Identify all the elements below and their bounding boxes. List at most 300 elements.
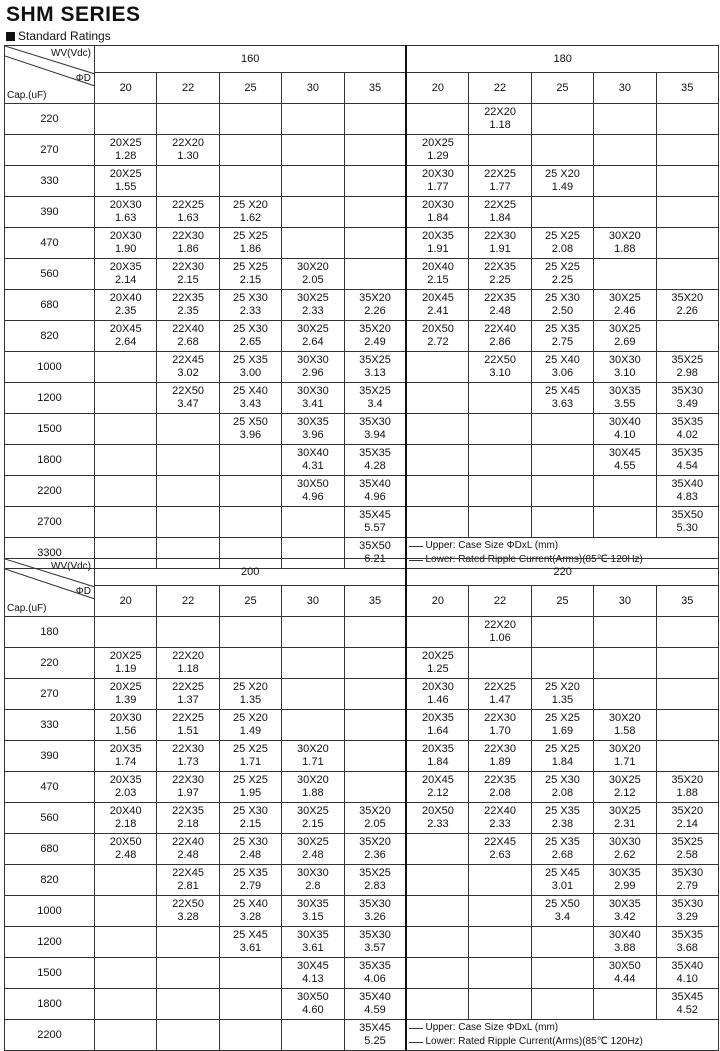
case-size: 20X45 [109,323,142,335]
case-size: 22X50 [172,385,204,397]
empty-cell [95,617,157,648]
rating-cell [157,135,219,166]
empty-cell [656,321,718,352]
rating-cell [344,958,406,989]
rating-cell [157,679,219,710]
rating-cell [282,383,344,414]
capacitance-cell: 470 [5,228,95,259]
legend-lower: Lower: Rated Ripple Current(Arms)(85℃ 120Hz) [407,1035,717,1049]
case-size: 20X50 [422,805,454,817]
capacitance-label: Cap.(uF) [7,90,47,101]
ripple-current: 2.96 [302,367,324,379]
diameter-header-row [5,586,719,617]
rating-cell [469,290,531,321]
case-size: 30X30 [296,354,329,366]
rating-cell [656,958,718,989]
rating-cell [531,383,593,414]
empty-cell [282,166,344,197]
empty-cell [406,958,468,989]
case-size: 30X35 [296,898,329,910]
rating-cell [469,741,531,772]
case-size: 35X20 [359,292,391,304]
empty-cell [406,414,468,445]
case-size: 22X30 [484,230,516,242]
ripple-current: 1.86 [239,243,262,255]
ripple-current: 4.60 [302,1004,324,1016]
case-size: 30X25 [608,805,641,817]
rating-cell [95,741,157,772]
empty-cell [344,710,406,741]
rating-cell [95,259,157,290]
case-size: 35X30 [671,898,704,910]
empty-cell [469,476,531,507]
case-size: 30X50 [296,478,329,490]
ripple-current: 3.29 [676,911,698,923]
rating-cell [469,617,531,648]
case-size: 25 X50 [545,898,580,910]
ripple-current: 3.42 [614,911,636,923]
ripple-current: 4.31 [302,460,324,472]
rating-cell [157,648,219,679]
ripple-current: 2.33 [489,818,511,830]
header-corner [5,46,95,104]
empty-cell [95,445,157,476]
empty-cell [282,617,344,648]
empty-cell [594,679,656,710]
rating-cell [531,834,593,865]
page-title: SHM SERIES [6,3,141,26]
table-row [5,259,719,290]
capacitance-cell: 390 [5,197,95,228]
rating-cell [531,896,593,927]
rating-cell [282,476,344,507]
rating-cell [656,507,718,538]
rating-cell [282,259,344,290]
empty-cell [594,166,656,197]
case-size: 35X25 [359,354,391,366]
ripple-current: 2.68 [551,849,574,861]
table-row [5,648,719,679]
voltage-180: 180 [406,46,718,73]
ripple-current: 1.63 [177,212,199,224]
case-size: 25 X20 [233,712,268,724]
ripple-current: 2.81 [177,880,199,892]
case-size: 25 X30 [233,323,268,335]
table-row [5,135,719,166]
case-size: 35X30 [671,385,704,397]
ripple-current: 2.35 [114,305,137,317]
empty-cell [594,648,656,679]
rating-cell [219,290,281,321]
empty-cell [469,958,531,989]
rating-cell [344,927,406,958]
empty-cell [656,617,718,648]
table-row [5,772,719,803]
rating-cell [219,352,281,383]
case-size: 25 X20 [233,681,268,693]
rating-cell [157,259,219,290]
capacitance-cell: 1000 [5,896,95,927]
case-size: 25 X35 [545,836,580,848]
empty-cell [95,865,157,896]
rating-cell [157,834,219,865]
rating-cell [157,383,219,414]
ripple-current: 1.37 [177,694,199,706]
ripple-current: 1.25 [427,663,449,675]
ripple-current: 4.83 [676,491,698,503]
case-size: 25 X30 [545,292,580,304]
rating-cell [594,772,656,803]
empty-cell [219,507,281,538]
rating-cell [219,710,281,741]
case-size: 35X20 [671,774,704,786]
case-size: 35X20 [359,805,391,817]
rating-cell [656,865,718,896]
empty-cell [531,414,593,445]
case-size: 30X40 [608,929,641,941]
empty-cell [656,135,718,166]
ripple-current: 3.43 [239,398,262,410]
case-size: 30X25 [608,774,641,786]
empty-cell [157,958,219,989]
capacitance-cell: 1800 [5,445,95,476]
case-size: 20X35 [109,743,142,755]
ripple-current: 2.48 [239,849,262,861]
capacitance-cell: 1000 [5,352,95,383]
rating-cell [531,259,593,290]
diameter-cell: 20 [406,586,468,617]
rating-cell [95,228,157,259]
case-size: 30X30 [296,385,329,397]
rating-cell [656,445,718,476]
empty-cell [531,476,593,507]
ripple-current: 1.64 [427,725,449,737]
legend-upper: Upper: Case Size ΦDxL (mm) [407,539,717,553]
ripple-current: 2.64 [114,336,137,348]
ripple-current: 3.26 [364,911,386,923]
empty-cell [157,1020,219,1051]
rating-cell [157,741,219,772]
ripple-current: 1.58 [614,725,636,737]
empty-cell [157,617,219,648]
rating-cell [282,865,344,896]
ripple-current: 2.08 [551,243,574,255]
empty-cell [594,135,656,166]
rating-cell [469,803,531,834]
empty-cell [656,741,718,772]
ripple-current: 2.03 [114,787,137,799]
rating-cell [656,989,718,1020]
case-size: 35X40 [671,960,704,972]
capacitance-cell: 270 [5,679,95,710]
case-size: 22X30 [172,261,204,273]
empty-cell [344,197,406,228]
empty-cell [344,772,406,803]
empty-cell [95,1020,157,1051]
case-size: 30X35 [608,898,641,910]
ripple-current: 6.21 [364,553,386,565]
ripple-current: 1.35 [551,694,574,706]
empty-cell [95,476,157,507]
case-size: 22X40 [484,805,516,817]
rating-cell [406,259,468,290]
diameter-cell: 30 [282,73,344,104]
rating-cell [656,290,718,321]
rating-cell [406,228,468,259]
case-size: 22X30 [484,743,516,755]
case-size: 35X40 [359,478,391,490]
ripple-current: 2.46 [614,305,636,317]
ripple-current: 2.18 [177,818,199,830]
rating-cell [531,290,593,321]
rating-cell [594,228,656,259]
empty-cell [406,383,468,414]
ripple-current: 2.69 [614,336,636,348]
rating-cell [219,321,281,352]
case-size: 22X35 [172,805,204,817]
ripple-current: 2.15 [302,818,324,830]
case-size: 22X25 [172,712,204,724]
ripple-current: 5.57 [364,522,386,534]
case-size: 25 X40 [545,354,580,366]
rating-cell [157,321,219,352]
rating-cell [656,414,718,445]
ripple-current: 3.00 [239,367,262,379]
empty-cell [469,383,531,414]
rating-cell [344,834,406,865]
ripple-current: 2.15 [239,818,262,830]
rating-cell [469,228,531,259]
empty-cell [469,445,531,476]
rating-cell [469,834,531,865]
rating-cell [531,679,593,710]
capacitance-cell: 330 [5,710,95,741]
case-size: 35X35 [671,929,704,941]
empty-cell [531,648,593,679]
ripple-current: 1.18 [489,119,511,131]
table-row [5,927,719,958]
rating-cell [531,321,593,352]
ripple-current: 3.96 [302,429,324,441]
empty-cell [282,135,344,166]
ripple-current: 2.25 [489,274,511,286]
empty-cell [344,259,406,290]
diameter-cell: 20 [406,73,468,104]
case-size: 25 X25 [545,743,580,755]
table-row [5,445,719,476]
case-size: 35X20 [671,292,704,304]
table-row [5,166,719,197]
case-size: 20X25 [109,681,142,693]
table-row [5,803,719,834]
ripple-current: 2.15 [177,274,199,286]
case-size: 20X45 [422,774,454,786]
diameter-cell: 20 [95,586,157,617]
ripple-current: 1.47 [489,694,511,706]
empty-cell [531,958,593,989]
diameter-cell: 20 [95,73,157,104]
case-size: 35X35 [671,447,704,459]
table-row [5,741,719,772]
rating-cell [531,710,593,741]
ripple-current: 3.4 [554,911,571,923]
rating-cell [406,135,468,166]
case-size: 30X35 [296,416,329,428]
table-row [5,476,719,507]
empty-cell [95,414,157,445]
rating-cell [344,321,406,352]
table-row [5,321,719,352]
case-size: 22X45 [172,354,204,366]
case-size: 35X45 [671,991,704,1003]
table-row [5,104,719,135]
capacitance-cell: 220 [5,104,95,135]
case-size: 30X30 [608,354,641,366]
ripple-current: 1.70 [489,725,511,737]
case-size: 30X25 [296,323,329,335]
rating-cell [531,228,593,259]
rating-cell [406,197,468,228]
capacitance-cell: 1200 [5,927,95,958]
rating-cell [469,352,531,383]
table-row [5,414,719,445]
ripple-current: 1.95 [239,787,262,799]
case-size: 30X50 [608,960,641,972]
ripple-current: 1.28 [114,150,137,162]
case-size: 25 X30 [545,774,580,786]
empty-cell [95,383,157,414]
ripple-current: 3.01 [551,880,574,892]
case-size: 30X20 [608,743,641,755]
table-row [5,1020,719,1051]
case-size: 30X50 [296,991,329,1003]
rating-cell [282,290,344,321]
empty-cell [219,648,281,679]
ripple-current: 1.77 [427,181,449,193]
ripple-current: 4.28 [364,460,386,472]
rating-cell [469,197,531,228]
ripple-current: 1.84 [427,212,449,224]
case-size: 35X35 [671,416,704,428]
table-row [5,834,719,865]
rating-cell [531,166,593,197]
case-size: 30X20 [296,743,329,755]
rating-cell [594,958,656,989]
case-size: 22X40 [172,836,204,848]
case-size: 20X25 [109,650,142,662]
table-row [5,197,719,228]
case-size: 22X40 [172,323,204,335]
rating-cell [157,228,219,259]
ripple-current: 4.52 [676,1004,698,1016]
ripple-current: 2.86 [489,336,511,348]
table-row [5,290,719,321]
case-size: 22X20 [484,106,516,118]
ripple-current: 2.05 [364,818,386,830]
capacitance-cell: 390 [5,741,95,772]
rating-cell [282,896,344,927]
ripple-current: 2.14 [676,818,698,830]
ripple-current: 1.62 [239,212,262,224]
diameter-cell: 25 [219,73,281,104]
case-size: 30X25 [296,805,329,817]
case-size: 22X30 [172,230,204,242]
ripple-current: 2.50 [551,305,574,317]
ripple-current: 3.68 [676,942,698,954]
ripple-current: 1.55 [114,181,137,193]
ripple-current: 2.33 [302,305,324,317]
diameter-cell: 35 [344,73,406,104]
ripple-current: 4.44 [614,973,636,985]
case-size: 22X25 [484,168,516,180]
ripple-current: 4.13 [302,973,324,985]
case-size: 20X30 [422,199,454,211]
rating-cell [594,834,656,865]
empty-cell [344,166,406,197]
rating-cell [531,741,593,772]
case-size: 20X45 [422,292,454,304]
ripple-current: 1.18 [177,663,199,675]
case-size: 35X40 [359,991,391,1003]
rating-cell [95,834,157,865]
empty-cell [344,104,406,135]
rating-cell [469,104,531,135]
rating-cell [531,352,593,383]
case-size: 35X35 [359,447,391,459]
empty-cell [656,648,718,679]
empty-cell [157,927,219,958]
table-row [5,679,719,710]
rating-cell [656,476,718,507]
empty-cell [406,865,468,896]
rating-cell [344,476,406,507]
case-size: 25 X45 [545,867,580,879]
ripple-current: 3.10 [614,367,636,379]
diameter-cell: 35 [344,586,406,617]
capacitance-cell: 470 [5,772,95,803]
case-size: 30X25 [608,292,641,304]
rating-cell [469,166,531,197]
rating-cell [219,197,281,228]
empty-cell [344,741,406,772]
empty-cell [594,507,656,538]
rating-cell [219,383,281,414]
empty-cell [594,259,656,290]
ripple-current: 1.39 [114,694,137,706]
case-size: 35X25 [359,385,391,397]
rating-cell [656,772,718,803]
ripple-current: 1.71 [302,756,324,768]
empty-cell [531,197,593,228]
ripple-current: 2.75 [551,336,574,348]
ripple-current: 3.28 [177,911,199,923]
ripple-current: 2.15 [239,274,262,286]
empty-cell [219,135,281,166]
ripple-current: 1.91 [489,243,511,255]
rating-cell [594,352,656,383]
ripple-current: 1.69 [551,725,574,737]
case-size: 30X45 [608,447,641,459]
case-size: 20X35 [422,743,454,755]
ripple-current: 3.10 [489,367,511,379]
case-size: 35X25 [671,354,704,366]
empty-cell [531,507,593,538]
case-size: 20X25 [422,650,454,662]
empty-cell [157,414,219,445]
table-row [5,896,719,927]
ripple-current: 1.71 [614,756,636,768]
case-size: 25 X40 [233,898,268,910]
